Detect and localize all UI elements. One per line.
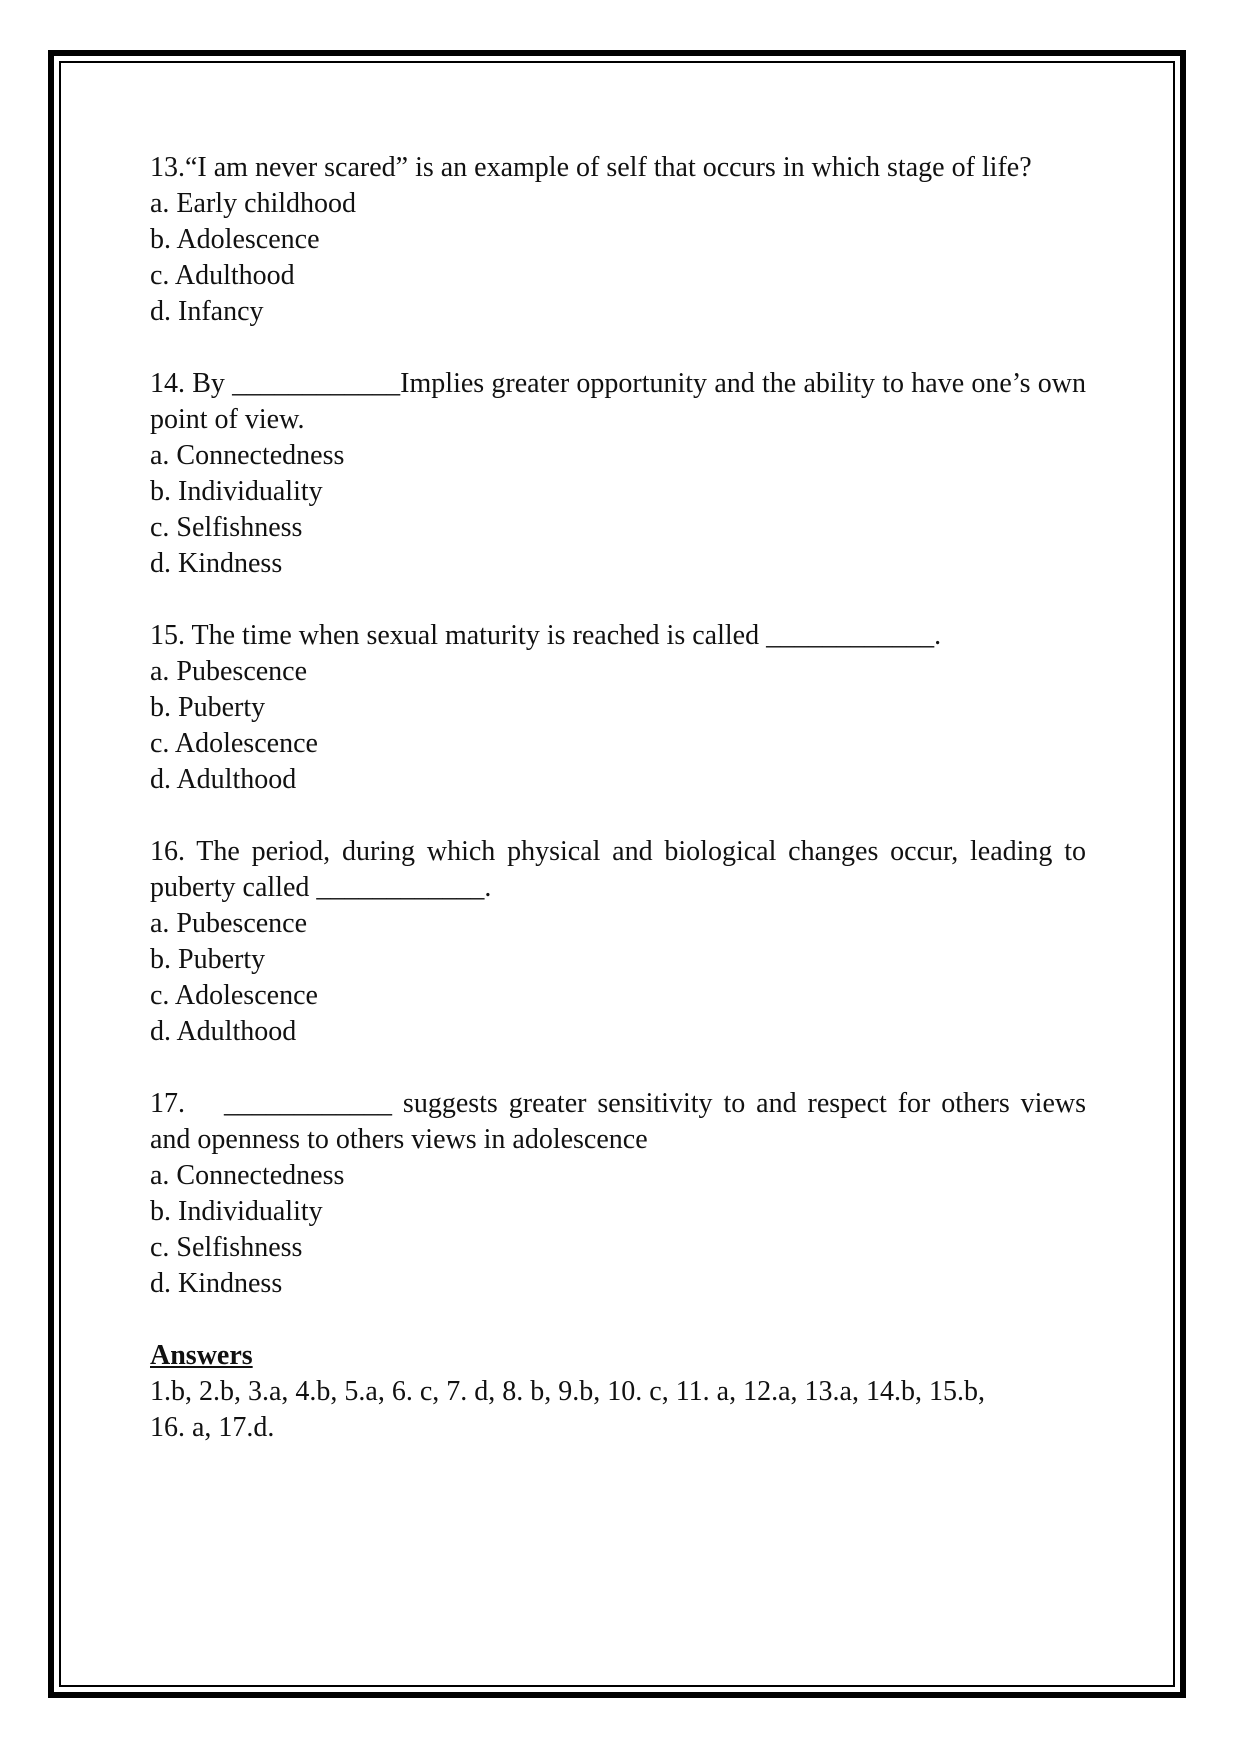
- option-a: a. Connectedness: [150, 1160, 345, 1191]
- question-text: [150, 1086, 1086, 1158]
- option-d: d. Adulthood: [150, 1016, 297, 1047]
- option-c: c. Selfishness: [150, 1232, 303, 1263]
- question-text: 13.“I am never scared” is an example of self that occurs in which stage of life?: [150, 152, 1032, 183]
- question-number: 17.: [150, 1088, 185, 1119]
- question-body: ____________ suggests greater sensitivity to and respect for others views and openness to others views in adolescence: [150, 1088, 1086, 1155]
- option-c: c. Adulthood: [150, 260, 295, 291]
- option-a: a. Early childhood: [150, 188, 357, 219]
- option-b: b. Individuality: [150, 476, 323, 507]
- option-c: c. Adolescence: [150, 728, 318, 759]
- answers-section: [150, 1338, 1086, 1446]
- option-c: c. Adolescence: [150, 980, 318, 1011]
- question-17: [150, 1086, 1086, 1302]
- answers-heading: Answers: [150, 1340, 253, 1371]
- option-b: b. Puberty: [150, 944, 266, 975]
- option-b: b. Adolescence: [150, 224, 320, 255]
- option-a: a. Connectedness: [150, 440, 345, 471]
- option-d: d. Adulthood: [150, 764, 297, 795]
- question-text: 14. By ____________Implies greater opportunity and the ability to have one’s own point of view.: [150, 368, 1086, 435]
- question-16: [150, 834, 1086, 1050]
- document-content: [150, 150, 1086, 1446]
- option-c: c. Selfishness: [150, 512, 303, 543]
- question-text: 15. The time when sexual maturity is reached is called ____________.: [150, 620, 942, 651]
- option-b: b. Puberty: [150, 692, 266, 723]
- question-15: [150, 618, 1086, 798]
- option-d: d. Kindness: [150, 1268, 283, 1299]
- answers-line-2: 16. a, 17.d.: [150, 1412, 275, 1443]
- option-a: a. Pubescence: [150, 656, 308, 687]
- question-14: [150, 366, 1086, 582]
- option-b: b. Individuality: [150, 1196, 323, 1227]
- question-text: 16. The period, during which physical and biological changes occur, leading to puberty called ____________.: [150, 836, 1086, 903]
- option-d: d. Infancy: [150, 296, 264, 327]
- option-a: a. Pubescence: [150, 908, 308, 939]
- option-d: d. Kindness: [150, 548, 283, 579]
- answers-line-1: 1.b, 2.b, 3.a, 4.b, 5.a, 6. c, 7. d, 8. b, 9.b, 10. c, 11. a, 12.a, 13.a, 14.b, 15.b,: [150, 1376, 985, 1407]
- question-13: [150, 150, 1086, 330]
